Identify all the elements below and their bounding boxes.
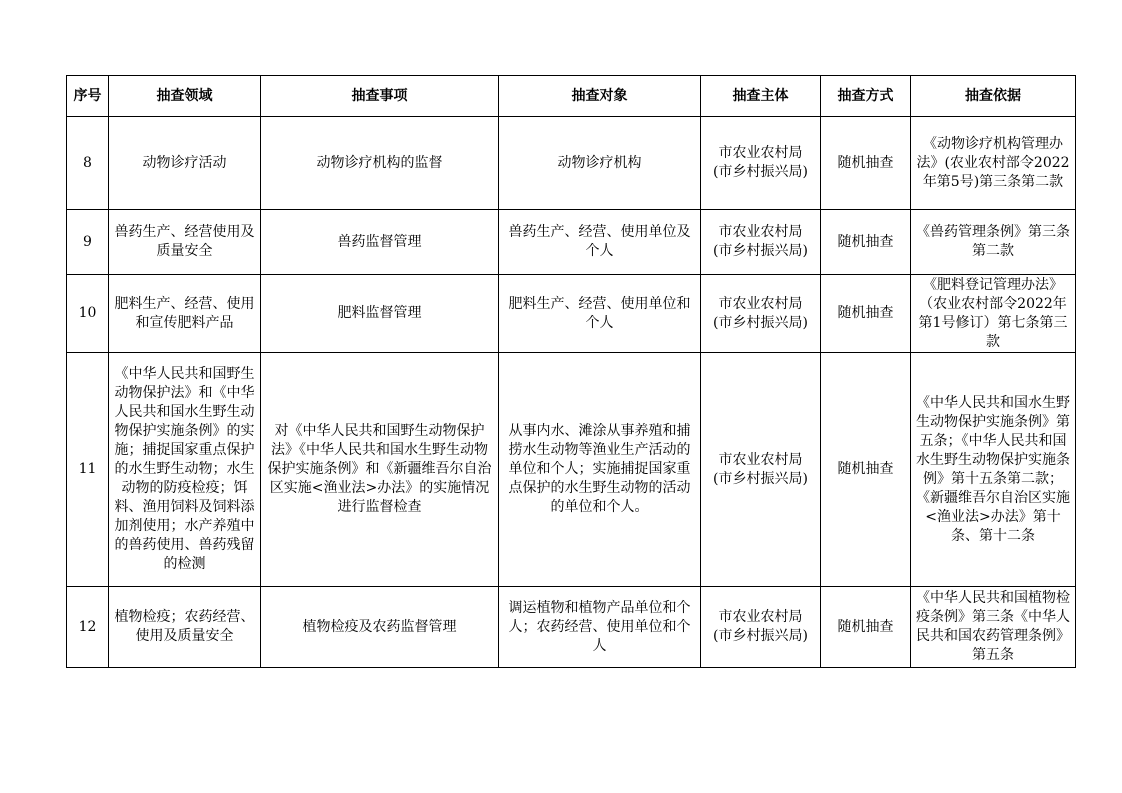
table-row	[67, 117, 1076, 210]
cell-item: 动物诊疗机构的监督	[261, 117, 499, 210]
cell-method: 随机抽查	[821, 117, 911, 210]
subject-line1: 市农业农村局	[718, 451, 803, 468]
header-subject: 抽查主体	[701, 76, 821, 117]
cell-basis: 《动物诊疗机构管理办法》(农业农村部令2022年第5号)第三条第二款	[911, 117, 1076, 210]
table-row	[67, 275, 1076, 353]
header-field: 抽查领域	[109, 76, 261, 117]
cell-seq: 9	[67, 210, 109, 275]
cell-field: 肥料生产、经营、使用和宣传肥料产品	[109, 275, 261, 353]
cell-subject	[701, 587, 821, 668]
cell-target: 调运植物和植物产品单位和个人；农药经营、使用单位和个人	[499, 587, 701, 668]
cell-basis: 《中华人民共和国水生野生动物保护实施条例》第五条；《中华人民共和国水生野生动物保护实施条例》第十五条第二款；《新疆维吾尔自治区实施<渔业法>办法》第十条、第十二条	[911, 353, 1076, 587]
header-target: 抽查对象	[499, 76, 701, 117]
cell-seq: 10	[67, 275, 109, 353]
cell-seq: 11	[67, 353, 109, 587]
cell-seq: 12	[67, 587, 109, 668]
subject-line2: (市乡村振兴局)	[713, 243, 808, 259]
header-basis: 抽查依据	[911, 76, 1076, 117]
subject-line1: 市农业农村局	[718, 145, 803, 161]
cell-subject	[701, 117, 821, 210]
header-row	[67, 76, 1076, 117]
cell-item: 兽药监督管理	[261, 210, 499, 275]
header-seq: 序号	[67, 76, 109, 117]
subject-line2: (市乡村振兴局)	[713, 628, 808, 644]
cell-method: 随机抽查	[821, 275, 911, 353]
cell-target: 肥料生产、经营、使用单位和个人	[499, 275, 701, 353]
cell-subject	[701, 353, 821, 587]
cell-basis: 《兽药管理条例》第三条第二款	[911, 210, 1076, 275]
subject-line2: (市乡村振兴局)	[713, 470, 808, 487]
cell-field: 植物检疫；农药经营、使用及质量安全	[109, 587, 261, 668]
cell-basis: 《肥料登记管理办法》（农业农村部令2022年第1号修订）第七条第三款	[911, 275, 1076, 353]
cell-item: 肥料监督管理	[261, 275, 499, 353]
inspection-table	[66, 75, 1076, 668]
cell-item: 植物检疫及农药监督管理	[261, 587, 499, 668]
cell-method: 随机抽查	[821, 353, 911, 587]
header-method: 抽查方式	[821, 76, 911, 117]
cell-target: 兽药生产、经营、使用单位及个人	[499, 210, 701, 275]
cell-field: 兽药生产、经营使用及质量安全	[109, 210, 261, 275]
cell-field: 动物诊疗活动	[109, 117, 261, 210]
table-row	[67, 353, 1076, 587]
cell-basis: 《中华人民共和国植物检疫条例》第三条《中华人民共和国农药管理条例》第五条	[911, 587, 1076, 668]
table-row	[67, 210, 1076, 275]
cell-subject	[701, 275, 821, 353]
cell-method: 随机抽查	[821, 587, 911, 668]
subject-line1: 市农业农村局	[718, 295, 803, 312]
cell-method: 随机抽查	[821, 210, 911, 275]
cell-item: 对《中华人民共和国野生动物保护法》《中华人民共和国水生野生动物保护实施条例》和《新疆维吾尔自治区实施<渔业法>办法》的实施情况进行监督检查	[261, 353, 499, 587]
header-item: 抽查事项	[261, 76, 499, 117]
subject-line2: (市乡村振兴局)	[713, 164, 808, 180]
subject-line2: (市乡村振兴局)	[713, 314, 808, 331]
table-row	[67, 587, 1076, 668]
cell-target: 动物诊疗机构	[499, 117, 701, 210]
cell-seq: 8	[67, 117, 109, 210]
cell-target: 从事内水、滩涂从事养殖和捕捞水生动物等渔业生产活动的单位和个人；实施捕捉国家重点保护的水生野生动物的活动的单位和个人。	[499, 353, 701, 587]
cell-subject	[701, 210, 821, 275]
subject-line1: 市农业农村局	[718, 609, 803, 625]
cell-field: 《中华人民共和国野生动物保护法》和《中华人民共和国水生野生动物保护实施条例》的实施；捕捉国家重点保护的水生野生动物；水生动物的防疫检疫；饵料、渔用饲料及饲料添加剂使用；水产养殖中的兽药使用、兽药残留的检测	[109, 353, 261, 587]
subject-line1: 市农业农村局	[718, 224, 803, 240]
